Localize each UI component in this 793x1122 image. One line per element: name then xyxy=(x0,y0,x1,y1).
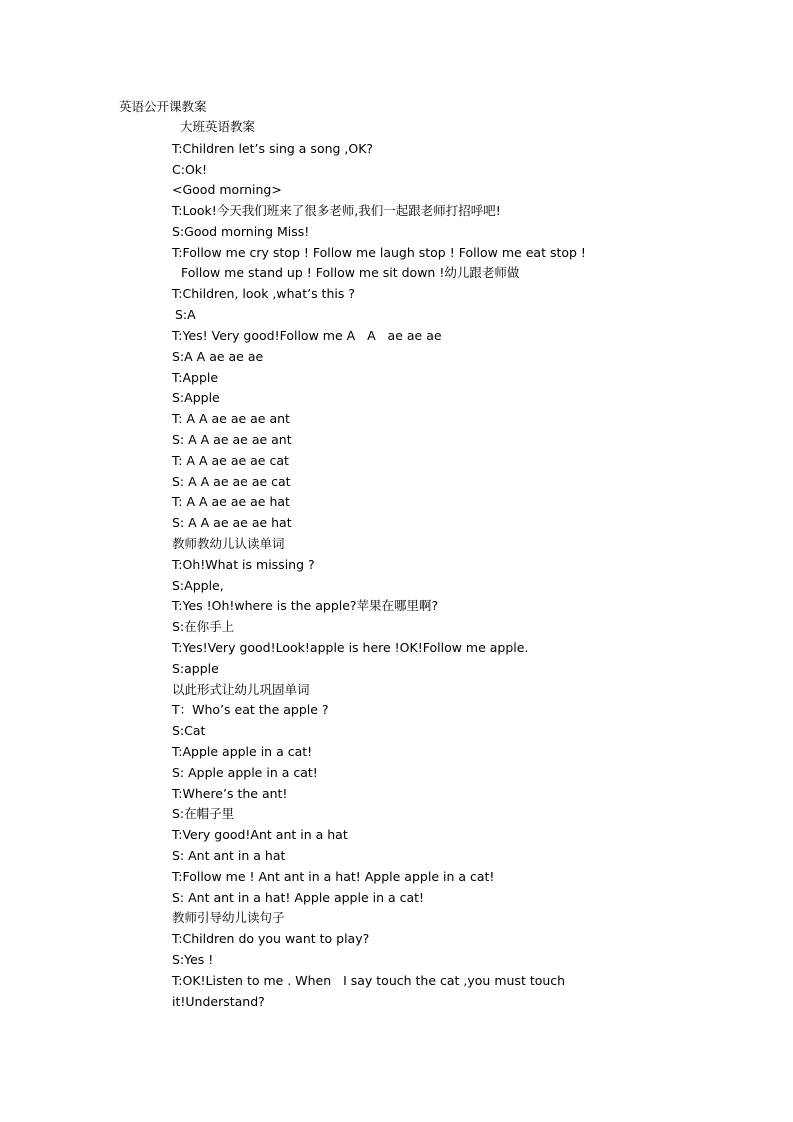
dialogue-line: T:Very good!Ant ant in a hat xyxy=(172,827,348,842)
dialogue-line: S:Good morning Miss! xyxy=(172,224,310,239)
dialogue-line: S:在你手上 xyxy=(172,619,235,634)
dialogue-line: 教师引导幼儿读句子 xyxy=(172,910,285,925)
dialogue-line: S:在帽子里 xyxy=(172,806,235,821)
dialogue-line: T:Yes !Oh!where is the apple?苹果在哪里啊? xyxy=(172,598,439,613)
dialogue-line: T: A A ae ae ae hat xyxy=(172,494,290,509)
dialogue-line: T:Follow me ! Ant ant in a hat! Apple apple in a cat! xyxy=(172,869,495,884)
dialogue-line: 教师教幼儿认读单词 xyxy=(172,536,285,551)
dialogue-line: S: A A ae ae ae ant xyxy=(172,432,292,447)
dialogue-line: T:Look!今天我们班来了很多老师,我们一起跟老师打招呼吧! xyxy=(172,203,501,218)
dialogue-line: S: Apple apple in a cat! xyxy=(172,765,318,780)
dialogue-line: T:Follow me cry stop ! Follow me laugh stop ! Follow me eat stop ! xyxy=(172,245,586,260)
dialogue-line: S: Ant ant in a hat xyxy=(172,848,286,863)
dialogue-line: T: A A ae ae ae ant xyxy=(172,411,290,426)
dialogue-line: S: A A ae ae ae hat xyxy=(172,515,292,530)
dialogue-line: <Good morning> xyxy=(172,182,282,197)
dialogue-line: it!Understand? xyxy=(172,994,265,1009)
dialogue-line: T:OK!Listen to me . When I say touch the cat ,you must touch xyxy=(172,973,566,988)
dialogue-line: T:Children let’s sing a song ,OK? xyxy=(172,141,374,156)
dialogue-line: S:Apple xyxy=(172,390,220,405)
dialogue-line: 以此形式让幼儿巩固单词 xyxy=(172,682,310,697)
dialogue-line: T:Yes! Very good!Follow me A A ae ae ae xyxy=(172,328,442,343)
dialogue-line: C:Ok! xyxy=(172,162,208,177)
dialogue-line: T:Apple apple in a cat! xyxy=(172,744,313,759)
dialogue-line: S:Yes ! xyxy=(172,952,214,967)
dialogue-line: S:A xyxy=(175,307,196,322)
dialogue-line: T:Children, look ,what’s this ? xyxy=(172,286,355,301)
dialogue-line: S:apple xyxy=(172,661,219,676)
dialogue-line: T:Yes!Very good!Look!apple is here !OK!Follow me apple. xyxy=(172,640,529,655)
dialogue-line: T:Apple xyxy=(172,370,219,385)
dialogue-line: T: A A ae ae ae cat xyxy=(172,453,289,468)
dialogue-line: S: A A ae ae ae cat xyxy=(172,474,291,489)
dialogue-line: S:Apple, xyxy=(172,578,224,593)
dialogue-line: S:A A ae ae ae xyxy=(172,349,264,364)
dialogue-line: T：Who’s eat the apple ? xyxy=(172,702,329,717)
dialogue-line: S: Ant ant in a hat! Apple apple in a cat! xyxy=(172,890,425,905)
dialogue-line: S:Cat xyxy=(172,723,206,738)
dialogue-line: T:Oh!What is missing ? xyxy=(172,557,315,572)
dialogue-line: Follow me stand up ! Follow me sit down !幼儿跟老师做 xyxy=(181,265,520,280)
dialogue-line: T:Children do you want to play? xyxy=(172,931,370,946)
document-subtitle: 大班英语教案 xyxy=(180,119,256,134)
dialogue-line: T:Where’s the ant! xyxy=(172,786,288,801)
document-header: 英语公开课教案 xyxy=(119,99,207,114)
